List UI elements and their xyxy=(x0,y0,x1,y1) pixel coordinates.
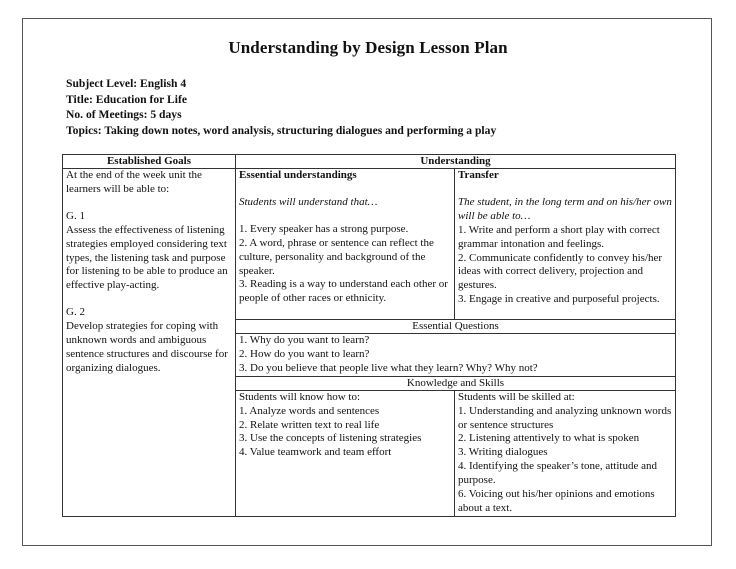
knowledge-item: 1. Analyze words and sentences xyxy=(239,404,380,417)
essential-understandings-heading: Essential understandings xyxy=(239,169,357,181)
goal-2-text: Develop strategies for coping with unknown words and ambiguous sentence structures and discourse for organizing dialogues. xyxy=(66,320,228,374)
skill-item: 3. Writing dialogues xyxy=(458,446,548,459)
knowledge-lead: Students will know how to: xyxy=(239,390,361,403)
skill-item: 2. Listening attentively to what is spoken xyxy=(458,432,640,445)
skills-lead: Students will be skilled at: xyxy=(458,390,575,403)
goals-header: Established Goals xyxy=(63,155,236,169)
knowledge-item: 4. Value teamwork and team effort xyxy=(239,446,392,459)
lesson-plan-table xyxy=(62,154,676,517)
knowledge-skills-header: Knowledge and Skills xyxy=(236,376,676,390)
transfer-item: 2. Communicate confidently to convey his/her ideas with correct delivery, projection and gestures. xyxy=(458,251,663,292)
knowledge-cell xyxy=(236,390,455,516)
understanding-item: 3. Reading is a way to understand each other or people of other races or ethnicity. xyxy=(239,278,448,305)
transfer-lead: The student, in the long term and on his/her own will be able to… xyxy=(458,195,672,222)
knowledge-item: 3. Use the concepts of listening strategies xyxy=(239,432,422,445)
skill-item: 1. Understanding and analyzing unknown words or sentence structures xyxy=(458,404,672,431)
skill-item: 4. Identifying the speaker’s tone, attitude and purpose. xyxy=(458,460,657,487)
meeting-count: No. of Meetings: 5 days xyxy=(66,108,182,121)
transfer-heading: Transfer xyxy=(458,169,499,181)
transfer-cell xyxy=(455,169,676,320)
question-item: 1. Why do you want to learn? xyxy=(239,334,370,346)
lesson-meta xyxy=(66,76,496,138)
knowledge-item: 2. Relate written text to real life xyxy=(239,418,380,431)
essential-understandings-cell xyxy=(236,169,455,320)
understanding-item: 1. Every speaker has a strong purpose. xyxy=(239,222,409,235)
understanding-header: Understanding xyxy=(236,155,676,169)
skill-item: 6. Voicing out his/her opinions and emotions about a text. xyxy=(458,488,655,514)
goal-1-text: Assess the effectiveness of listening strategies employed considering text types, the listening task and purpose for listening to be able to produce an effective play-acting. xyxy=(66,223,228,292)
lesson-title: Title: Education for Life xyxy=(66,92,187,106)
goal-2-label: G. 2 xyxy=(66,306,85,319)
question-item: 2. How do you want to learn? xyxy=(239,347,370,360)
goal-1-label: G. 1 xyxy=(66,209,85,222)
document-title: Understanding by Design Lesson Plan xyxy=(228,38,508,57)
subject-level: Subject Level: English 4 xyxy=(66,77,187,90)
established-goals-cell xyxy=(63,169,236,517)
topics-line: Topics: Taking down notes, word analysis, structuring dialogues and performing a play xyxy=(66,123,497,137)
question-item: 3. Do you believe that people live what they learn? Why? Why not? xyxy=(239,361,538,374)
understanding-item: 2. A word, phrase or sentence can reflect the culture, personality and background of the speaker. xyxy=(239,236,434,277)
goals-intro: At the end of the week unit the learners will be able to: xyxy=(66,169,202,195)
transfer-item: 3. Engage in creative and purposeful projects. xyxy=(458,293,660,306)
skills-cell xyxy=(455,390,676,516)
essential-understandings-lead: Students will understand that… xyxy=(239,195,378,208)
transfer-item: 1. Write and perform a short play with correct grammar intonation and feelings. xyxy=(458,223,660,250)
essential-questions-header: Essential Questions xyxy=(236,320,676,334)
essential-questions-cell xyxy=(236,334,676,377)
